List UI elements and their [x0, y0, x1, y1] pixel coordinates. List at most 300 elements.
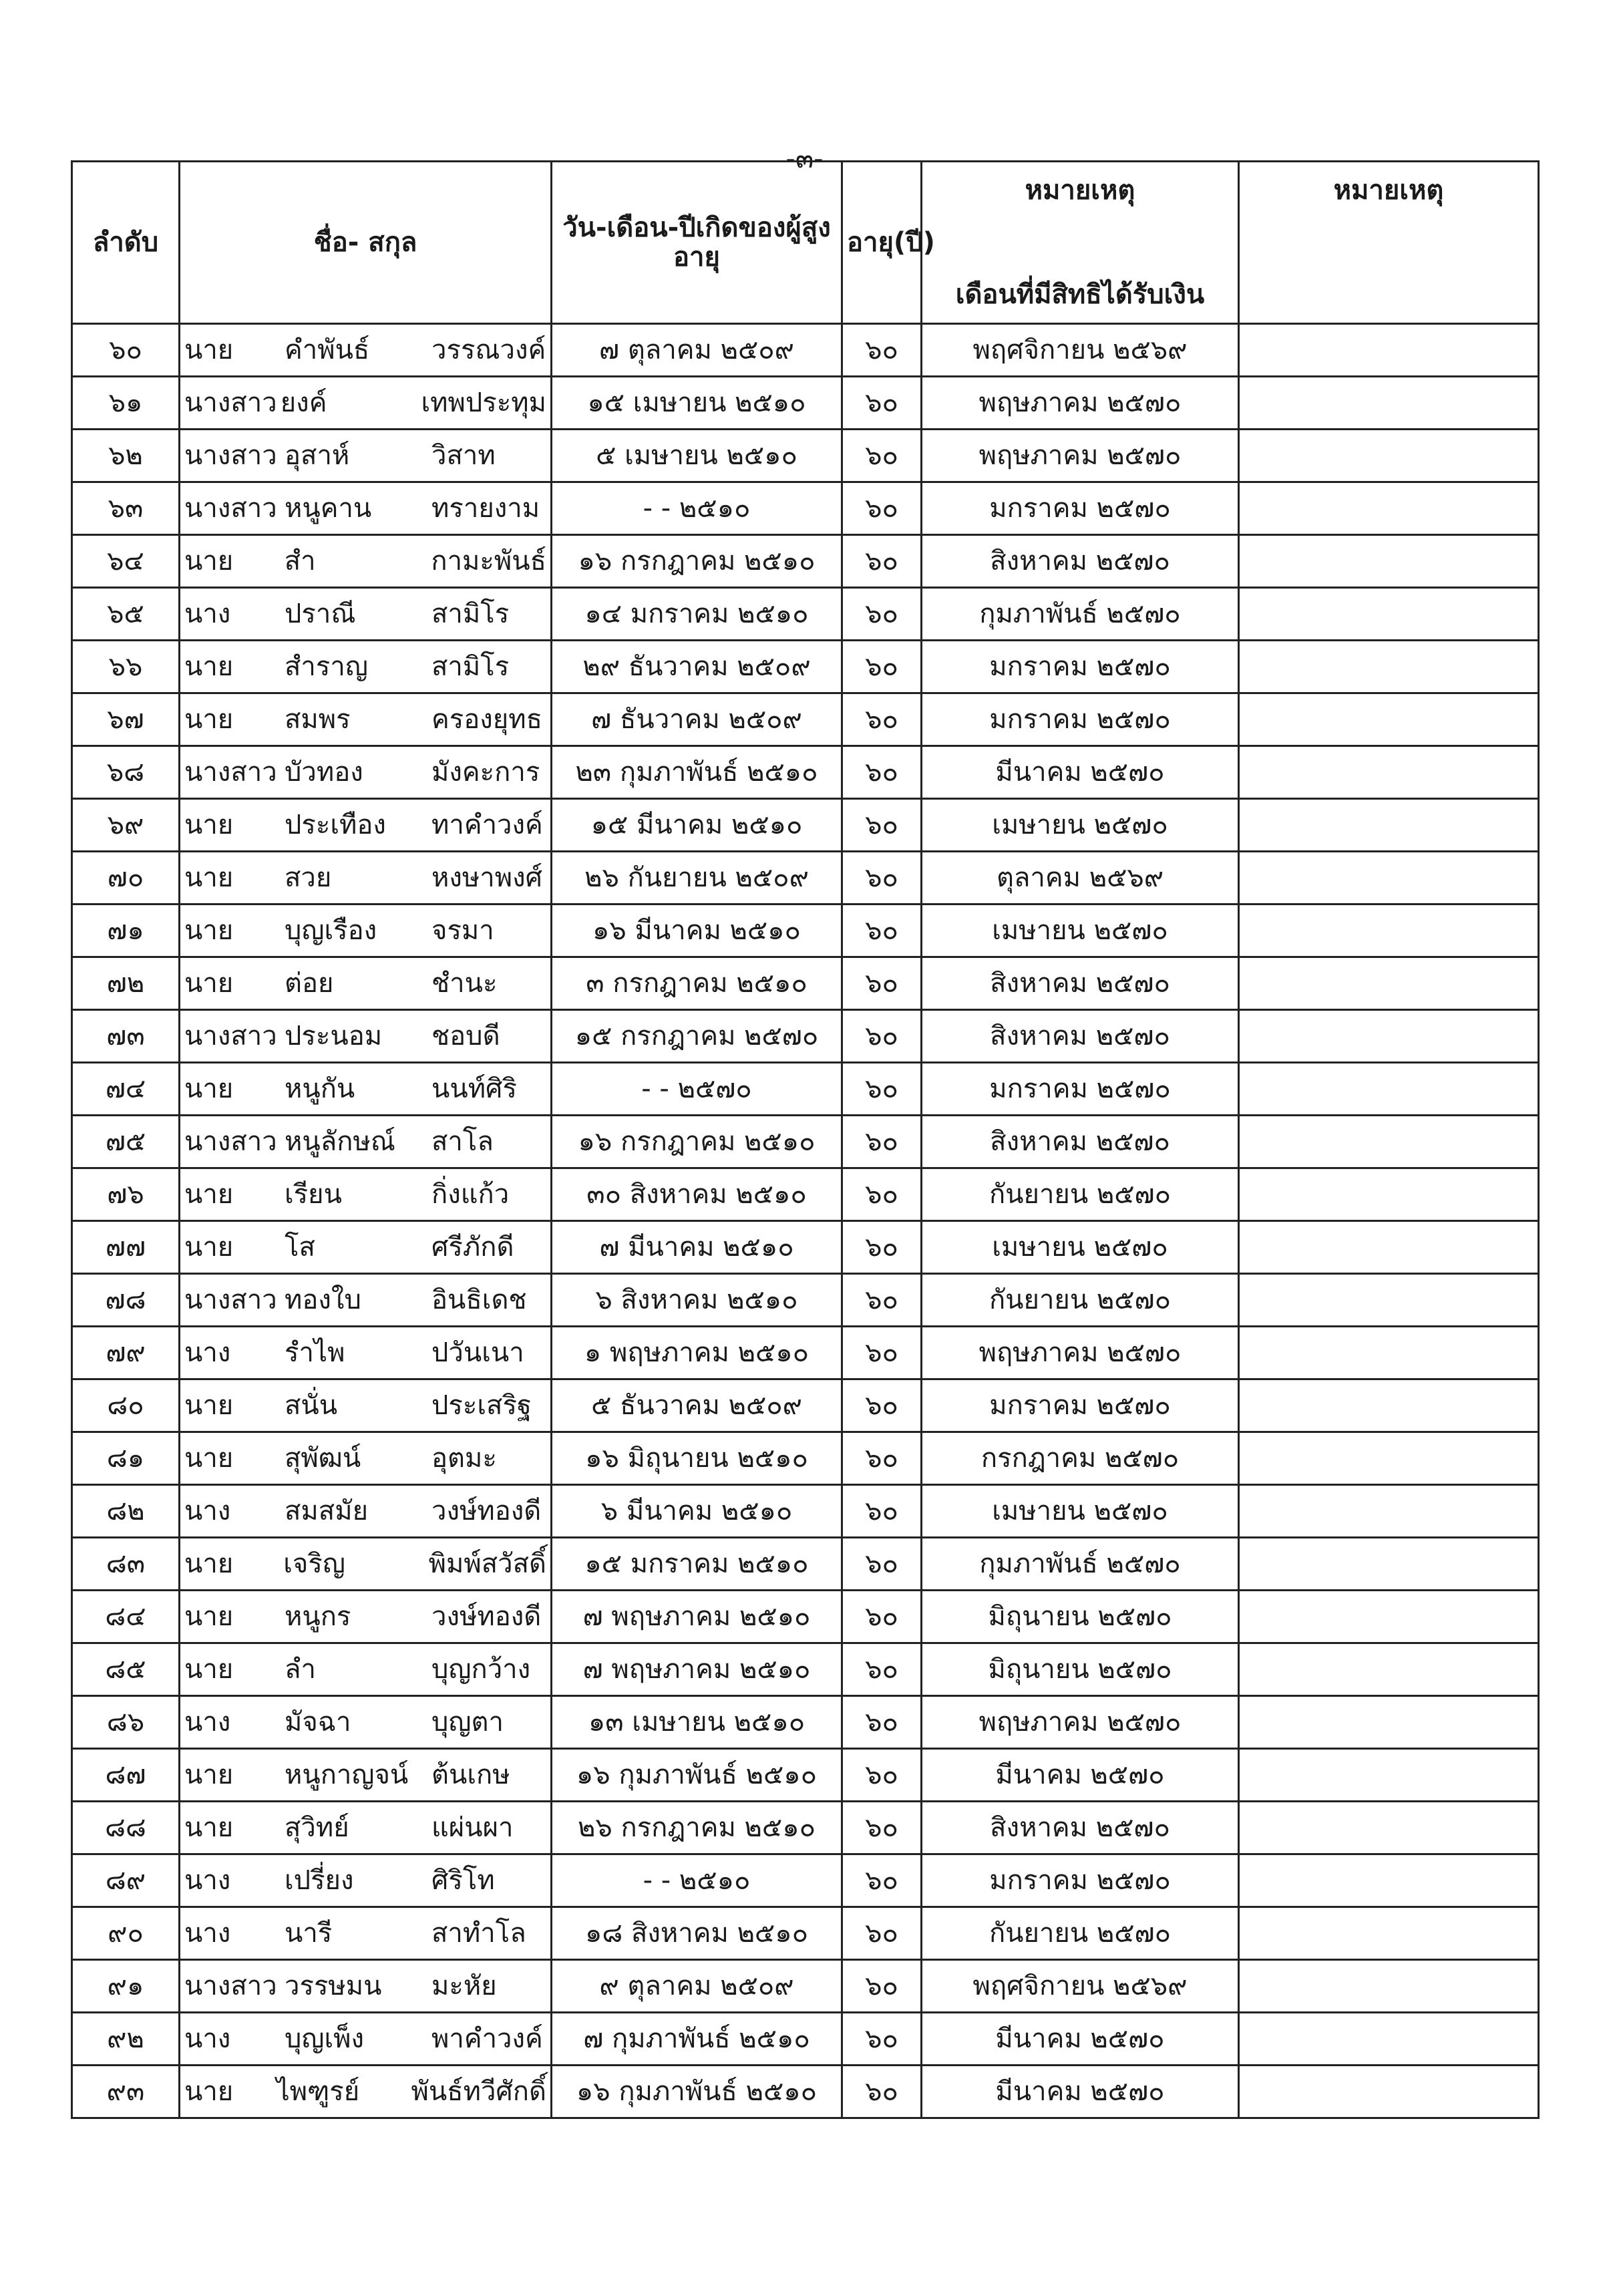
cell-no: ๘๕	[72, 1643, 180, 1696]
table-row	[72, 430, 1539, 482]
cell-first-name: หนูกาญจน์	[285, 1760, 409, 1790]
cell-month: มิถุนายน ๒๕๗๐	[922, 1591, 1239, 1643]
cell-month: กันยายน ๒๕๗๐	[922, 1168, 1239, 1221]
table-row	[72, 1274, 1539, 1327]
header-remark-month	[922, 162, 1239, 324]
cell-last-name: แผ่นผา	[431, 1812, 514, 1843]
cell-first-name: ลำ	[285, 1654, 316, 1685]
header-no: ลำดับ	[72, 162, 180, 324]
header-dob: วัน-เดือน-ปีเกิดของผู้สูงอายุ	[552, 162, 842, 324]
cell-last-name: หงษาพงศ์	[431, 862, 543, 893]
cell-age: ๖๐	[842, 1274, 922, 1327]
cell-first-name: หนูคาน	[285, 493, 372, 524]
cell-age: ๖๐	[842, 1485, 922, 1538]
cell-name	[180, 1907, 552, 1960]
table-row	[72, 746, 1539, 799]
cell-first-name: สนั่น	[285, 1390, 338, 1421]
cell-last-name: อุตมะ	[431, 1443, 497, 1474]
cell-name	[180, 377, 552, 430]
cell-first-name: นารี	[285, 1918, 333, 1949]
cell-note	[1239, 1538, 1539, 1591]
cell-month: กุมภาพันธ์ ๒๕๗๐	[922, 1538, 1239, 1591]
cell-month: มกราคม ๒๕๗๐	[922, 1063, 1239, 1116]
elderly-allowance-table	[71, 160, 1540, 2119]
cell-note	[1239, 1432, 1539, 1485]
cell-name	[180, 905, 552, 957]
cell-name	[180, 1960, 552, 2013]
cell-title: นาย	[184, 704, 234, 735]
cell-dob: ๗ ตุลาคม ๒๕๐๙	[552, 324, 842, 377]
cell-note	[1239, 905, 1539, 957]
cell-name	[180, 588, 552, 641]
cell-month: กุมภาพันธ์ ๒๕๗๐	[922, 588, 1239, 641]
cell-no: ๖๘	[72, 746, 180, 799]
cell-name	[180, 1749, 552, 1802]
cell-dob: ๑๖ มิถุนายน ๒๕๑๐	[552, 1432, 842, 1485]
cell-month: มีนาคม ๒๕๗๐	[922, 2066, 1239, 2118]
cell-last-name: อินธิเดช	[431, 1285, 527, 1315]
cell-age: ๖๐	[842, 641, 922, 693]
cell-note	[1239, 1907, 1539, 1960]
cell-first-name: มัจฉา	[285, 1707, 351, 1738]
cell-first-name: เรียน	[285, 1179, 342, 1210]
cell-first-name: คำพันธ์	[285, 335, 370, 365]
cell-no: ๗๖	[72, 1168, 180, 1221]
table-row	[72, 1538, 1539, 1591]
cell-title: นาง	[184, 599, 231, 629]
cell-month: มกราคม ๒๕๗๐	[922, 1854, 1239, 1907]
cell-first-name: สมพร	[285, 704, 351, 735]
cell-note	[1239, 693, 1539, 746]
cell-month: มกราคม ๒๕๗๐	[922, 1379, 1239, 1432]
cell-last-name: กิ่งแก้ว	[431, 1179, 510, 1210]
cell-first-name: ประเทือง	[285, 810, 386, 840]
cell-name	[180, 693, 552, 746]
cell-age: ๖๐	[842, 1802, 922, 1854]
cell-last-name: พาคำวงค์	[431, 2023, 543, 2054]
cell-age: ๖๐	[842, 588, 922, 641]
header-age: อายุ(ปี)	[842, 162, 922, 324]
cell-first-name: บุญเพ็ง	[285, 2023, 365, 2054]
cell-dob: ๗ กุมภาพันธ์ ๒๕๑๐	[552, 2013, 842, 2066]
cell-month: เมษายน ๒๕๗๐	[922, 905, 1239, 957]
cell-note	[1239, 1116, 1539, 1168]
cell-first-name: หนูกร	[285, 1601, 351, 1632]
cell-name	[180, 1010, 552, 1063]
cell-title: นาย	[184, 1443, 234, 1474]
cell-no: ๙๑	[72, 1960, 180, 2013]
cell-age: ๖๐	[842, 746, 922, 799]
cell-age: ๖๐	[842, 377, 922, 430]
cell-no: ๖๑	[72, 377, 180, 430]
cell-month: เมษายน ๒๕๗๐	[922, 1221, 1239, 1274]
cell-month: มีนาคม ๒๕๗๐	[922, 1749, 1239, 1802]
cell-age: ๖๐	[842, 324, 922, 377]
cell-name	[180, 1538, 552, 1591]
cell-age: ๖๐	[842, 1010, 922, 1063]
cell-name	[180, 2013, 552, 2066]
cell-note	[1239, 1327, 1539, 1379]
cell-month: เมษายน ๒๕๗๐	[922, 1485, 1239, 1538]
cell-last-name: บุญกว้าง	[431, 1654, 531, 1685]
cell-dob: ๑๕ เมษายน ๒๕๑๐	[552, 377, 842, 430]
cell-last-name: วิสาท	[431, 440, 496, 471]
cell-no: ๘๒	[72, 1485, 180, 1538]
cell-last-name: มะหัย	[431, 1971, 497, 2001]
cell-note	[1239, 1168, 1539, 1221]
page-number: -๓-	[785, 144, 824, 174]
header-remark: หมายเหตุ	[1025, 175, 1135, 206]
cell-dob: ๑๖ กุมภาพันธ์ ๒๕๑๐	[552, 1749, 842, 1802]
cell-title: นาย	[184, 1760, 234, 1790]
cell-dob: ๖ มีนาคม ๒๕๑๐	[552, 1485, 842, 1538]
cell-note	[1239, 1485, 1539, 1538]
cell-title: นางสาว	[184, 387, 277, 418]
cell-name	[180, 957, 552, 1010]
cell-month: สิงหาคม ๒๕๗๐	[922, 957, 1239, 1010]
cell-no: ๗๑	[72, 905, 180, 957]
table-row	[72, 588, 1539, 641]
cell-name	[180, 1063, 552, 1116]
cell-name	[180, 1432, 552, 1485]
cell-name	[180, 1802, 552, 1854]
cell-last-name: มังคะการ	[431, 757, 540, 788]
cell-last-name: สามิโร	[431, 599, 510, 629]
cell-name	[180, 1485, 552, 1538]
cell-dob: ๑๖ กุมภาพันธ์ ๒๕๑๐	[552, 2066, 842, 2118]
table-row	[72, 1960, 1539, 2013]
cell-age: ๖๐	[842, 1116, 922, 1168]
cell-title: นาย	[184, 1812, 234, 1843]
cell-last-name: ทาคำวงค์	[431, 810, 543, 840]
cell-age: ๖๐	[842, 1063, 922, 1116]
cell-age: ๖๐	[842, 430, 922, 482]
cell-first-name: บุญเรือง	[285, 915, 377, 946]
cell-note	[1239, 1749, 1539, 1802]
cell-dob: - - ๒๕๗๐	[552, 1063, 842, 1116]
cell-first-name: โส	[285, 1232, 315, 1263]
cell-no: ๘๙	[72, 1854, 180, 1907]
cell-no: ๖๐	[72, 324, 180, 377]
cell-note	[1239, 324, 1539, 377]
cell-month: กรกฎาคม ๒๕๗๐	[922, 1432, 1239, 1485]
cell-month: มกราคม ๒๕๗๐	[922, 482, 1239, 535]
cell-title: นาย	[184, 862, 234, 893]
cell-no: ๖๙	[72, 799, 180, 852]
cell-name	[180, 482, 552, 535]
cell-name	[180, 1327, 552, 1379]
cell-name	[180, 2066, 552, 2118]
cell-dob: ๑๘ สิงหาคม ๒๕๑๐	[552, 1907, 842, 1960]
cell-age: ๖๐	[842, 957, 922, 1010]
cell-age: ๖๐	[842, 1379, 922, 1432]
cell-no: ๗๓	[72, 1010, 180, 1063]
cell-no: ๗๐	[72, 852, 180, 905]
table-row	[72, 799, 1539, 852]
table-row	[72, 377, 1539, 430]
cell-note	[1239, 1854, 1539, 1907]
table-row	[72, 1010, 1539, 1063]
cell-first-name: ประนอม	[285, 1021, 383, 1051]
cell-age: ๖๐	[842, 1749, 922, 1802]
cell-note	[1239, 1643, 1539, 1696]
table-row	[72, 1485, 1539, 1538]
cell-dob: ๗ มีนาคม ๒๕๑๐	[552, 1221, 842, 1274]
cell-month: กันยายน ๒๕๗๐	[922, 1907, 1239, 1960]
cell-month: พฤศจิกายน ๒๕๖๙	[922, 1960, 1239, 2013]
cell-age: ๖๐	[842, 799, 922, 852]
cell-first-name: สำราญ	[285, 651, 368, 682]
cell-age: ๖๐	[842, 1327, 922, 1379]
cell-title: นางสาว	[184, 757, 277, 788]
cell-month: สิงหาคม ๒๕๗๐	[922, 535, 1239, 588]
cell-dob: ๑ พฤษภาคม ๒๕๑๐	[552, 1327, 842, 1379]
cell-no: ๗๕	[72, 1116, 180, 1168]
cell-note	[1239, 1063, 1539, 1116]
cell-dob: ๖ สิงหาคม ๒๕๑๐	[552, 1274, 842, 1327]
cell-title: นาย	[184, 1074, 234, 1104]
cell-first-name: วรรษมน	[285, 1971, 382, 2001]
cell-first-name: เปรี่ยง	[285, 1865, 354, 1896]
table-row	[72, 693, 1539, 746]
cell-first-name: สำ	[284, 546, 316, 577]
cell-no: ๖๔	[72, 535, 180, 588]
cell-title: นาย	[184, 1548, 234, 1579]
cell-title: นาย	[184, 915, 234, 946]
cell-title: นาย	[184, 546, 234, 577]
cell-dob: ๒๖ กรกฎาคม ๒๕๑๐	[552, 1802, 842, 1854]
cell-first-name: ทองใบ	[285, 1285, 361, 1315]
cell-first-name: ไพฑูรย์	[276, 2076, 360, 2107]
cell-dob: ๑๓ เมษายน ๒๕๑๐	[552, 1696, 842, 1749]
cell-dob: ๒๙ ธันวาคม ๒๕๐๙	[552, 641, 842, 693]
cell-title: นาง	[184, 2023, 231, 2054]
cell-last-name: สาทำโล	[431, 1918, 526, 1949]
cell-note	[1239, 2013, 1539, 2066]
cell-note	[1239, 1696, 1539, 1749]
cell-age: ๖๐	[842, 1168, 922, 1221]
cell-month: พฤษภาคม ๒๕๗๐	[922, 430, 1239, 482]
cell-dob: ๗ ธันวาคม ๒๕๐๙	[552, 693, 842, 746]
cell-month: มกราคม ๒๕๗๐	[922, 641, 1239, 693]
cell-last-name: จรมา	[431, 915, 494, 946]
cell-month: ตุลาคม ๒๕๖๙	[922, 852, 1239, 905]
cell-last-name: ชอบดี	[431, 1021, 500, 1051]
cell-name	[180, 1591, 552, 1643]
cell-last-name: เทพประทุม	[421, 387, 546, 418]
cell-dob: ๒๖ กันยายน ๒๕๐๙	[552, 852, 842, 905]
cell-no: ๗๗	[72, 1221, 180, 1274]
cell-age: ๖๐	[842, 2013, 922, 2066]
cell-no: ๖๗	[72, 693, 180, 746]
cell-month: มิถุนายน ๒๕๗๐	[922, 1643, 1239, 1696]
cell-first-name: หนูลักษณ์	[285, 1126, 395, 1157]
cell-dob: ๕ เมษายน ๒๕๑๐	[552, 430, 842, 482]
cell-no: ๖๖	[72, 641, 180, 693]
table-row	[72, 1696, 1539, 1749]
cell-age: ๖๐	[842, 1432, 922, 1485]
cell-month: พฤษภาคม ๒๕๗๐	[922, 1327, 1239, 1379]
table-row	[72, 905, 1539, 957]
cell-note	[1239, 1010, 1539, 1063]
cell-no: ๘๖	[72, 1696, 180, 1749]
cell-month: เมษายน ๒๕๗๐	[922, 799, 1239, 852]
cell-no: ๗๒	[72, 957, 180, 1010]
header-month: เดือนที่มีสิทธิได้รับเงิน	[955, 279, 1205, 310]
table-row	[72, 1116, 1539, 1168]
cell-title: นางสาว	[184, 1971, 277, 2001]
cell-note	[1239, 588, 1539, 641]
cell-first-name: เจริญ	[283, 1548, 345, 1579]
cell-name	[180, 1696, 552, 1749]
cell-title: นาย	[184, 1390, 234, 1421]
cell-title: นาย	[184, 2076, 234, 2107]
table-row	[72, 1802, 1539, 1854]
cell-month: สิงหาคม ๒๕๗๐	[922, 1802, 1239, 1854]
cell-note	[1239, 1960, 1539, 2013]
cell-name	[180, 1274, 552, 1327]
cell-name	[180, 1379, 552, 1432]
cell-dob: ๑๖ มีนาคม ๒๕๑๐	[552, 905, 842, 957]
cell-title: นาย	[184, 810, 234, 840]
cell-no: ๘๓	[72, 1538, 180, 1591]
cell-no: ๗๔	[72, 1063, 180, 1116]
table-row	[72, 957, 1539, 1010]
table-row	[72, 1591, 1539, 1643]
cell-last-name: วงษ์ทองดี	[431, 1601, 542, 1632]
cell-title: นาย	[184, 1654, 234, 1685]
cell-last-name: ศิริโท	[431, 1865, 495, 1896]
cell-title: นาง	[184, 1496, 231, 1526]
cell-last-name: ปวันเนา	[431, 1337, 524, 1368]
cell-month: สิงหาคม ๒๕๗๐	[922, 1010, 1239, 1063]
cell-name	[180, 852, 552, 905]
table-row	[72, 1168, 1539, 1221]
cell-name	[180, 746, 552, 799]
cell-month: มีนาคม ๒๕๗๐	[922, 746, 1239, 799]
cell-age: ๖๐	[842, 482, 922, 535]
cell-title: นาย	[184, 651, 234, 682]
cell-age: ๖๐	[842, 1643, 922, 1696]
cell-dob: ๑๕ มกราคม ๒๕๑๐	[552, 1538, 842, 1591]
table-row	[72, 1432, 1539, 1485]
cell-last-name: บุญตา	[431, 1707, 504, 1738]
cell-note	[1239, 1591, 1539, 1643]
cell-first-name: อุสาห์	[285, 440, 350, 471]
cell-no: ๖๕	[72, 588, 180, 641]
table-row	[72, 852, 1539, 905]
table-row	[72, 641, 1539, 693]
table-row	[72, 535, 1539, 588]
cell-dob: ๓ กรกฎาคม ๒๕๑๐	[552, 957, 842, 1010]
cell-dob: ๑๖ กรกฎาคม ๒๕๑๐	[552, 1116, 842, 1168]
cell-title: นางสาว	[184, 440, 277, 471]
cell-last-name: สาโล	[431, 1126, 494, 1157]
cell-name	[180, 535, 552, 588]
cell-title: นางสาว	[184, 1285, 277, 1315]
cell-dob: - - ๒๕๑๐	[552, 482, 842, 535]
cell-first-name: สวย	[285, 862, 332, 893]
cell-no: ๗๙	[72, 1327, 180, 1379]
cell-no: ๙๓	[72, 2066, 180, 2118]
cell-note	[1239, 852, 1539, 905]
cell-note	[1239, 1802, 1539, 1854]
cell-no: ๙๒	[72, 2013, 180, 2066]
cell-note	[1239, 746, 1539, 799]
cell-note	[1239, 641, 1539, 693]
table-row	[72, 1749, 1539, 1802]
cell-age: ๖๐	[842, 905, 922, 957]
cell-title: นางสาว	[184, 1021, 277, 1051]
cell-last-name: ต้นเกษ	[431, 1760, 510, 1790]
cell-no: ๗๘	[72, 1274, 180, 1327]
cell-note	[1239, 1221, 1539, 1274]
cell-title: นาง	[184, 1707, 231, 1738]
table-row	[72, 324, 1539, 377]
cell-age: ๖๐	[842, 1538, 922, 1591]
cell-last-name: พันธ์ทวีศักดิ์	[411, 2076, 546, 2107]
header-note-label: หมายเหตุ	[1333, 175, 1444, 206]
cell-month: พฤษภาคม ๒๕๗๐	[922, 377, 1239, 430]
cell-last-name: นนท์ศิริ	[431, 1074, 517, 1104]
cell-month: สิงหาคม ๒๕๗๐	[922, 1116, 1239, 1168]
cell-note	[1239, 799, 1539, 852]
cell-first-name: สมสมัย	[285, 1496, 368, 1526]
cell-dob: ๕ ธันวาคม ๒๕๐๙	[552, 1379, 842, 1432]
cell-age: ๖๐	[842, 1960, 922, 2013]
cell-last-name: กามะพันธ์	[431, 546, 546, 577]
cell-name	[180, 1168, 552, 1221]
cell-first-name: ยงค์	[280, 387, 327, 418]
cell-title: นาง	[184, 1918, 231, 1949]
cell-dob: ๑๕ มีนาคม ๒๕๑๐	[552, 799, 842, 852]
cell-last-name: ชำนะ	[431, 968, 498, 999]
table-row	[72, 2013, 1539, 2066]
cell-first-name: ต่อย	[285, 968, 334, 999]
cell-month: พฤศจิกายน ๒๕๖๙	[922, 324, 1239, 377]
header-note	[1239, 162, 1539, 324]
cell-first-name: บัวทอง	[285, 757, 363, 788]
cell-title: นาง	[184, 1337, 231, 1368]
cell-no: ๘๘	[72, 1802, 180, 1854]
cell-age: ๖๐	[842, 1221, 922, 1274]
cell-title: นาย	[184, 1601, 234, 1632]
table-header-row	[72, 162, 1539, 324]
cell-dob: ๓๐ สิงหาคม ๒๕๑๐	[552, 1168, 842, 1221]
cell-last-name: ประเสริฐ	[431, 1390, 532, 1421]
cell-age: ๖๐	[842, 852, 922, 905]
cell-month: พฤษภาคม ๒๕๗๐	[922, 1696, 1239, 1749]
cell-age: ๖๐	[842, 535, 922, 588]
cell-first-name: รำไพ	[285, 1337, 345, 1368]
cell-age: ๖๐	[842, 1907, 922, 1960]
cell-last-name: พิมพ์สวัสดิ์	[428, 1548, 546, 1579]
cell-last-name: สามิโร	[431, 651, 510, 682]
table-row	[72, 1327, 1539, 1379]
table-row	[72, 2066, 1539, 2118]
cell-no: ๘๑	[72, 1432, 180, 1485]
cell-no: ๘๔	[72, 1591, 180, 1643]
cell-first-name: ปราณี	[285, 599, 356, 629]
cell-name	[180, 430, 552, 482]
cell-age: ๖๐	[842, 1854, 922, 1907]
cell-no: ๘๐	[72, 1379, 180, 1432]
table-row	[72, 1854, 1539, 1907]
cell-note	[1239, 482, 1539, 535]
table-row	[72, 1063, 1539, 1116]
table-row	[72, 1379, 1539, 1432]
cell-note	[1239, 430, 1539, 482]
